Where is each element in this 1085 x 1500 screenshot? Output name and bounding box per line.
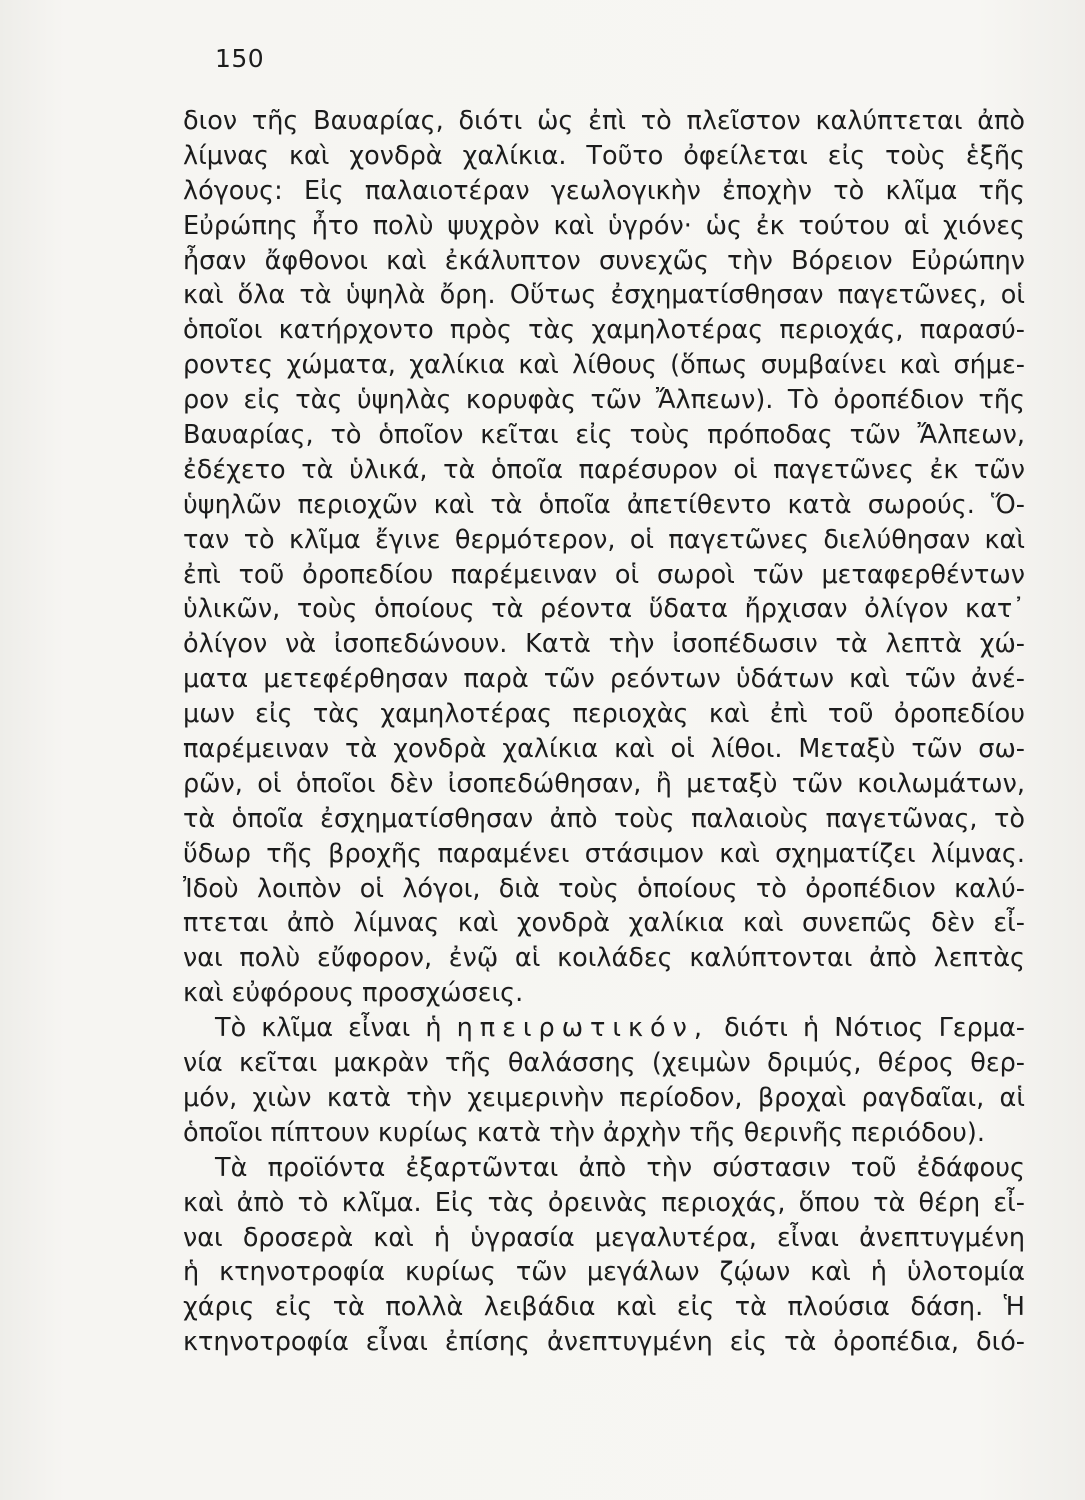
paragraph-start-line: Τὰ προϊόντα ἐξαρτῶνται ἀπὸ τὴν σύστασιν τοῦ ἐδάφους: [215, 1152, 1025, 1183]
text-line: χάρις εἰς τὰ πολλὰ λειβάδια καὶ εἰς τὰ πλούσια δάση. Ἡ: [183, 1292, 1025, 1323]
text-line: ὕδωρ τῆς βροχῆς παραμένει στάσιμον καὶ σχηματίζει λίμνας.: [183, 838, 1025, 869]
paragraph-start-line: [183, 1011, 1025, 1046]
text-line: λίμνας καὶ χονδρὰ χαλίκια. Τοῦτο ὀφείλεται εἰς τοὺς ἑξῆς: [183, 140, 1025, 171]
page-number: 150: [215, 44, 265, 73]
text-line: ρῶν, οἱ ὁποῖοι δὲν ἰσοπεδώθησαν, ἢ μεταξὺ τῶν κοιλωμάτων,: [183, 768, 1025, 799]
text-line: ὁποῖοι πίπτουν κυρίως κατὰ τὴν ἀρχὴν τῆς θερινῆς περιόδου).: [183, 1117, 985, 1148]
text-span: διότι ἡ Νότιος Γερμα-: [724, 1013, 1025, 1044]
text-line: ροντες χώματα, χαλίκια καὶ λίθους (ὅπως συμβαίνει καὶ σήμε-: [183, 350, 1025, 381]
text-line: μόν, χιὼν κατὰ τὴν χειμερινὴν περίοδον, βροχαὶ ραγδαῖαι, αἱ: [183, 1082, 1025, 1113]
text-line: ἐδέχετο τὰ ὑλικά, τὰ ὁποῖα παρέσυρον οἱ παγετῶνες ἐκ τῶν: [183, 454, 1025, 485]
text-line: ὁποῖοι κατήρχοντο πρὸς τὰς χαμηλοτέρας περιοχάς, παρασύ-: [183, 315, 1025, 346]
text-line: ἐπὶ τοῦ ὀροπεδίου παρέμειναν οἱ σωροὶ τῶν μεταφερθέντων: [183, 559, 1025, 590]
text-line: τὰ ὁποῖα ἐσχηματίσθησαν ἀπὸ τοὺς παλαιοὺς παγετῶνας, τὸ: [183, 803, 1025, 834]
body-text: [183, 104, 1025, 1360]
text-line: καὶ ἀπὸ τὸ κλῖμα. Εἰς τὰς ὀρεινὰς περιοχάς, ὅπου τὰ θέρη εἶ-: [183, 1187, 1025, 1218]
text-line: παρέμειναν τὰ χονδρὰ χαλίκια καὶ οἱ λίθοι. Μεταξὺ τῶν σω-: [183, 734, 1025, 765]
text-line: ὑλικῶν, τοὺς ὁποίους τὰ ρέοντα ὕδατα ἤρχισαν ὀλίγον κατ᾽: [183, 594, 1025, 625]
text-line: ρον εἰς τὰς ὑψηλὰς κορυφὰς τῶν Ἄλπεων). Τὸ ὀροπέδιον τῆς: [183, 385, 1025, 416]
text-line: καὶ εὐφόρους προσχώσεις.: [183, 978, 524, 1009]
text-line: πτεται ἀπὸ λίμνας καὶ χονδρὰ χαλίκια καὶ συνεπῶς δὲν εἶ-: [183, 908, 1025, 939]
text-line: Βαυαρίας, τὸ ὁποῖον κεῖται εἰς τοὺς πρόποδας τῶν Ἄλπεων,: [183, 420, 1025, 451]
text-line: μων εἰς τὰς χαμηλοτέρας περιοχὰς καὶ ἐπὶ τοῦ ὀροπεδίου: [183, 699, 1025, 730]
text-line: ἦσαν ἄφθονοι καὶ ἐκάλυπτον συνεχῶς τὴν Βόρειον Εὐρώπην: [183, 245, 1025, 276]
text-line: ἡ κτηνοτροφία κυρίως τῶν μεγάλων ζῴων καὶ ἡ ὑλοτομία: [183, 1257, 1025, 1288]
text-line: καὶ ὅλα τὰ ὑψηλὰ ὄρη. Οὕτως ἐσχηματίσθησαν παγετῶνες, οἱ: [183, 280, 1025, 311]
text-line: ταν τὸ κλῖμα ἔγινε θερμότερον, οἱ παγετῶνες διελύθησαν καὶ: [183, 524, 1025, 555]
text-line: νία κεῖται μακρὰν τῆς θαλάσσης (χειμὼν δριμύς, θέρος θερ-: [183, 1048, 1025, 1079]
text-line: λόγους: Εἰς παλαιοτέραν γεωλογικὴν ἐποχὴν τὸ κλῖμα τῆς: [183, 175, 1025, 206]
text-line: ματα μετεφέρθησαν παρὰ τῶν ρεόντων ὑδάτων καὶ τῶν ἀνέ-: [183, 664, 1025, 695]
text-line: ναι δροσερὰ καὶ ἡ ὑγρασία μεγαλυτέρα, εἶναι ἀνεπτυγμένη: [183, 1222, 1025, 1253]
text-line: Ἰδοὺ λοιπὸν οἱ λόγοι, διὰ τοὺς ὁποίους τὸ ὀροπέδιον καλύ-: [183, 873, 1025, 904]
text-line: κτηνοτροφία εἶναι ἐπίσης ἀνεπτυγμένη εἰς τὰ ὀροπέδια, διό-: [183, 1327, 1025, 1358]
text-line: ναι πολὺ εὔφορον, ἐνῷ αἱ κοιλάδες καλύπτονται ἀπὸ λεπτὰς: [183, 943, 1025, 974]
text-line: ὑψηλῶν περιοχῶν καὶ τὰ ὁποῖα ἀπετίθεντο κατὰ σωρούς. Ὅ-: [183, 489, 1025, 520]
text-line: διον τῆς Βαυαρίας, διότι ὡς ἐπὶ τὸ πλεῖστον καλύπτεται ἀπὸ: [183, 106, 1025, 136]
text-line: ὀλίγον νὰ ἰσοπεδώνουν. Κατὰ τὴν ἰσοπέδωσιν τὰ λεπτὰ χώ-: [183, 629, 1025, 660]
text-line: Εὐρώπης ἦτο πολὺ ψυχρὸν καὶ ὑγρόν· ὡς ἐκ τούτου αἱ χιόνες: [183, 210, 1025, 241]
emphasized-term: ηπειρωτικόν,: [456, 1013, 710, 1044]
text-span: Τὸ κλῖμα εἶναι ἡ: [215, 1013, 442, 1044]
